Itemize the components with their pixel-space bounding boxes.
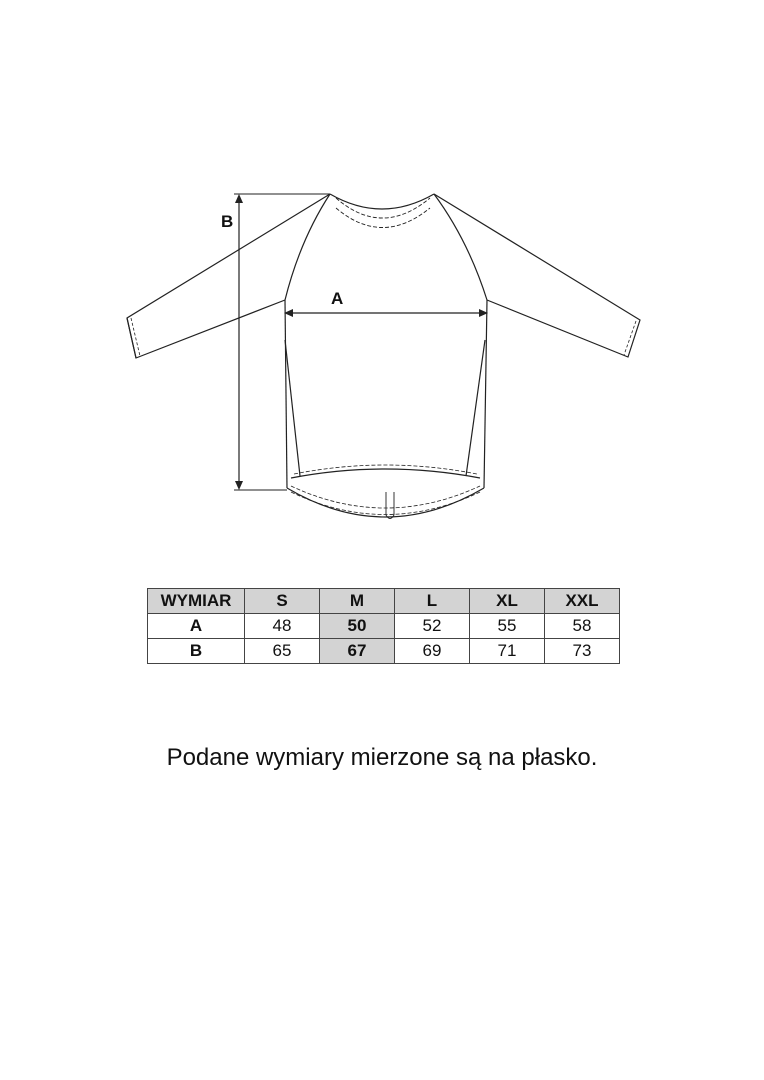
header-cell-wymiar: WYMIAR: [148, 589, 245, 614]
size-table: [147, 588, 620, 664]
table-cell: 65: [245, 639, 320, 664]
table-cell-highlight: 50: [320, 614, 395, 639]
table-cell: 71: [470, 639, 545, 664]
table-cell: 52: [395, 614, 470, 639]
header-cell-xl: XL: [470, 589, 545, 614]
measure-b-arrow: [234, 194, 330, 490]
table-row: [148, 639, 620, 664]
table-cell: 48: [245, 614, 320, 639]
header-cell-s: S: [245, 589, 320, 614]
row-label: B: [148, 639, 245, 664]
table-cell: 58: [545, 614, 620, 639]
measurement-note: Podane wymiary mierzone są na płasko.: [166, 744, 598, 771]
header-cell-m: M: [320, 589, 395, 614]
table-cell: 73: [545, 639, 620, 664]
table-row: [148, 614, 620, 639]
header-cell-l: L: [395, 589, 470, 614]
table-header-row: [148, 589, 620, 614]
measure-a-label: A: [331, 289, 344, 308]
measure-a-arrow: [284, 309, 488, 317]
row-label: A: [148, 614, 245, 639]
table-cell: 69: [395, 639, 470, 664]
header-cell-xxl: XXL: [545, 589, 620, 614]
measure-b-label: B: [221, 212, 234, 231]
table-cell-highlight: 67: [320, 639, 395, 664]
table-cell: 55: [470, 614, 545, 639]
raglan-shirt-outline: [127, 194, 640, 519]
